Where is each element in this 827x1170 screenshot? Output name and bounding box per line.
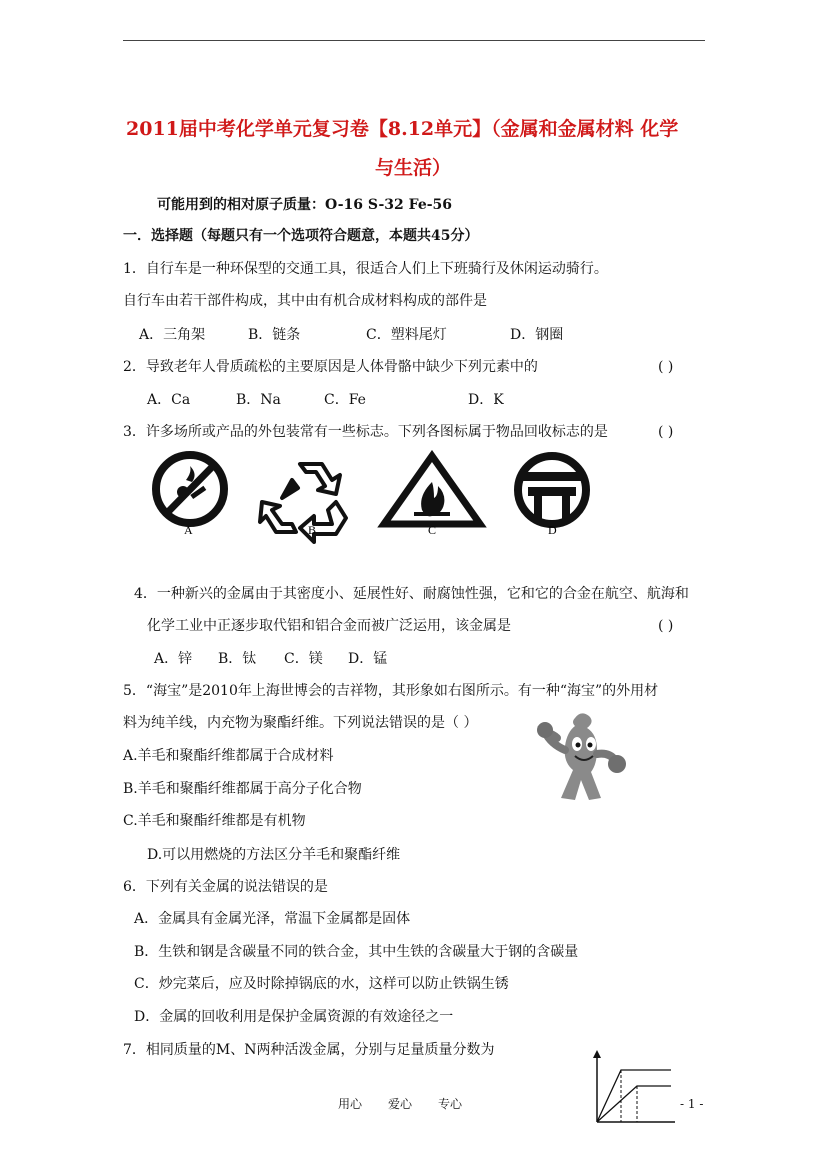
- q4-option-c: C．镁: [284, 651, 323, 667]
- q4-option-d: D．锰: [348, 651, 388, 667]
- q2-option-d: D．K: [468, 392, 504, 408]
- q6-option-a: A．金属具有金属光泽，常温下金属都是固体: [134, 911, 411, 927]
- q6-stem: 6．下列有关金属的说法错误的是: [123, 879, 328, 895]
- atomic-mass-line: 可能用到的相对原子质量：O-16 S-32 Fe-56: [157, 197, 453, 213]
- q4-option-b: B．钛: [218, 651, 257, 667]
- q1-option-b: B．链条: [248, 327, 301, 343]
- q5-stem-2: 料为纯羊线，内充物为聚酯纤维。下列说法错误的是（ ）: [123, 715, 478, 731]
- q5-option-d: D.可以用燃烧的方法区分羊毛和聚酯纤维: [147, 847, 401, 863]
- section-heading: 一．选择题（每题只有一个选项符合题意，本题共45分）: [123, 228, 479, 244]
- q2-option-a: A．Ca: [147, 392, 191, 408]
- q5-stem-1: 5．“海宝”是2010年上海世博会的吉祥物，其形象如右图所示。有一种“海宝”的外用材: [123, 683, 659, 699]
- curve-m: [597, 1070, 671, 1122]
- q7-stem: 7．相同质量的M、N两种活泼金属，分别与足量质量分数为: [123, 1042, 495, 1058]
- page-number: - 1 -: [680, 1097, 704, 1111]
- y-axis-arrow-icon: [593, 1050, 601, 1058]
- q5-option-c: C.羊毛和聚酯纤维都是有机物: [123, 813, 306, 829]
- title-line-2: 与生活）: [375, 157, 452, 179]
- curve-n: [597, 1086, 671, 1122]
- q5-option-a: A.羊毛和聚酯纤维都属于合成材料: [123, 748, 334, 764]
- q6-option-d: D．金属的回收利用是保护金属资源的有效途径之一: [134, 1009, 454, 1025]
- q5-option-b: B.羊毛和聚酯纤维都属于高分子化合物: [123, 781, 362, 797]
- q2-answer-bracket: ( ): [658, 359, 674, 375]
- footer-item-3: 专心: [438, 1097, 463, 1111]
- q2-stem: 2．导致老年人骨质疏松的主要原因是人体骨骼中缺少下列元素中的: [123, 359, 538, 375]
- q4-answer-bracket: ( ): [658, 618, 674, 634]
- footer-item-1: 用心: [338, 1097, 363, 1111]
- q1-option-c: C．塑料尾灯: [366, 327, 447, 343]
- q3-stem: 3．许多场所或产品的外包装常有一些标志。下列各图标属于物品回收标志的是: [123, 424, 608, 440]
- q4-option-a: A．锌: [154, 651, 193, 667]
- q4-stem-2: 化学工业中正逐步取代铝和铝合金而被广泛运用，该金属是: [147, 618, 511, 634]
- q1-option-a: A．三角架: [139, 327, 206, 343]
- icon-label-a: A: [184, 523, 193, 537]
- header-rule: [123, 40, 705, 41]
- q1-option-d: D．钢圈: [510, 327, 564, 343]
- recycle-icon: [260, 464, 346, 542]
- icon-label-c: C: [428, 523, 437, 537]
- emblem-icon: [518, 456, 586, 524]
- no-smoking-icon: [156, 455, 224, 523]
- q3-icons: [150, 450, 590, 550]
- icon-label-d: D: [548, 523, 557, 537]
- flammable-warning-icon: [384, 456, 480, 524]
- q6-option-c: C．炒完菜后，应及时除掉锅底的水，这样可以防止铁锅生锈: [134, 976, 509, 992]
- icon-label-b: B: [308, 523, 317, 537]
- footer-item-2: 爱心: [388, 1097, 413, 1111]
- haibao-mascot-image: [535, 710, 635, 810]
- q4-stem-1: 4．一种新兴的金属由于其密度小、延展性好、耐腐蚀性强，它和它的合金在航空、航海和: [134, 586, 689, 602]
- q3-answer-bracket: ( ): [658, 424, 674, 440]
- q1-stem-2: 自行车由若干部件构成，其中由有机合成材料构成的部件是: [123, 293, 487, 309]
- q2-option-c: C．Fe: [324, 392, 366, 408]
- q1-stem-1: 1．自行车是一种环保型的交通工具，很适合人们上下班骑行及休闲运动骑行。: [123, 261, 608, 277]
- q7-graph: [585, 1048, 677, 1126]
- q6-option-b: B．生铁和钢是含碳量不同的铁合金，其中生铁的含碳量大于钢的含碳量: [134, 944, 579, 960]
- q2-option-b: B．Na: [236, 392, 281, 408]
- title-line-1: 2011届中考化学单元复习卷【8.12单元】（金属和金属材料 化学: [126, 118, 679, 140]
